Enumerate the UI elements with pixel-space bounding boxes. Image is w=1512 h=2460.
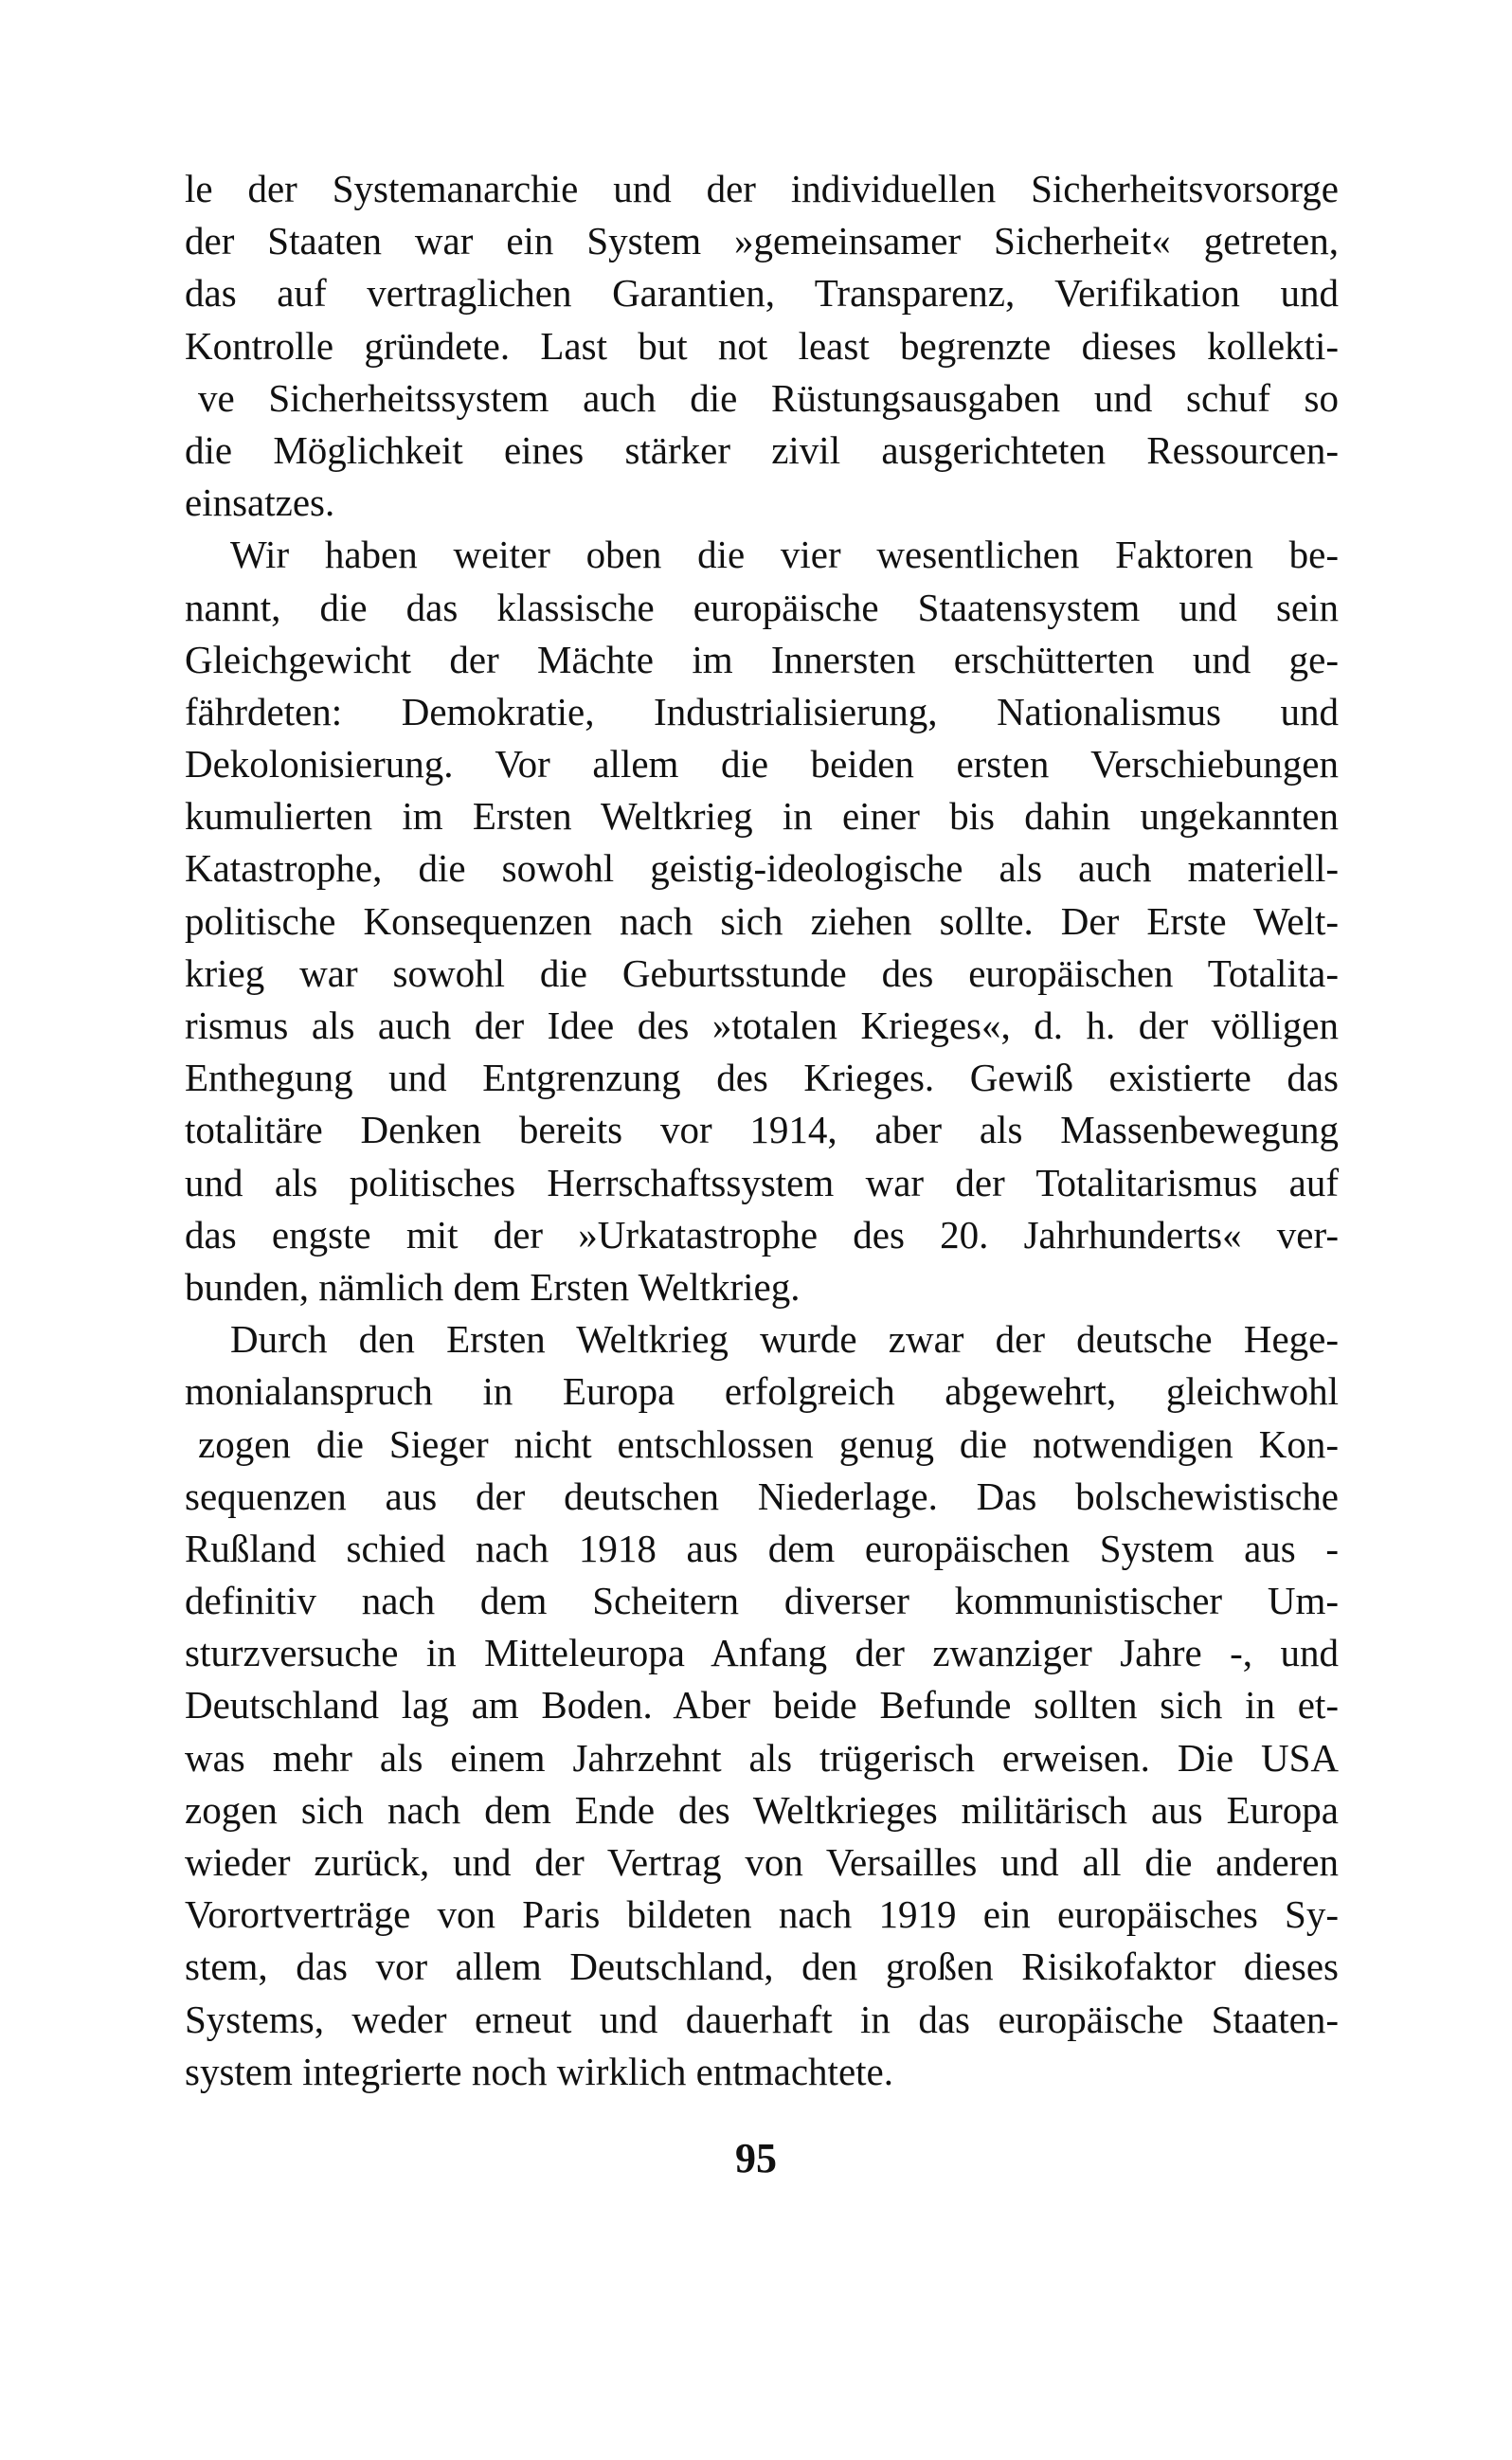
text-line: das engste mit der »Urkatastrophe des 20. Jahrhunderts« ver- <box>185 1212 1339 1257</box>
text-line: ve Sicherheitssystem auch die Rüstungsausgaben und schuf so <box>198 375 1339 420</box>
text-line: Systems, weder erneut und dauerhaft in das europäische Staaten- <box>185 1997 1339 2041</box>
text-line: Dekolonisierung. Vor allem die beiden ersten Verschiebungen <box>185 742 1339 787</box>
text-line: kumulierten im Ersten Weltkrieg in einer bis dahin ungekannten <box>185 794 1339 839</box>
text-line: definitiv nach dem Scheitern diverser kommunistischer Um- <box>185 1579 1339 1623</box>
text-line: die Möglichkeit eines stärker zivil ausgerichteten Ressourcen- <box>185 427 1339 472</box>
text-line: wieder zurück, und der Vertrag von Versailles und all die anderen <box>185 1840 1339 1884</box>
paragraph-3 <box>185 1313 1339 2098</box>
text-line: fährdeten: Demokratie, Industrialisierung, Nationalismus und <box>185 689 1339 733</box>
text-line: bunden, nämlich dem Ersten Weltkrieg. <box>185 1264 801 1309</box>
text-line: Gleichgewicht der Mächte im Innersten erschütterten und ge- <box>185 637 1339 681</box>
page-number: 95 <box>735 2135 777 2181</box>
text-line: stem, das vor allem Deutschland, den großen Risikofaktor dieses <box>185 1944 1339 1989</box>
text-line: krieg war sowohl die Geburtsstunde des europäischen Totalita- <box>185 950 1339 995</box>
text-line: Katastrophe, die sowohl geistig-ideologische als auch materiell- <box>185 846 1339 891</box>
text-line: monialanspruch in Europa erfolgreich abgewehrt, gleichwohl <box>185 1369 1339 1414</box>
text-line: le der Systemanarchie und der individuellen Sicherheitsvorsorge <box>185 167 1339 210</box>
body-text <box>185 163 1339 2098</box>
text-line: nannt, die das klassische europäische Staatensystem und sein <box>185 585 1339 629</box>
text-line: rismus als auch der Idee des »totalen Krieges«, d. h. der völligen <box>185 1004 1339 1047</box>
text-line: einsatzes. <box>185 480 335 525</box>
text-line: was mehr als einem Jahrzehnt als trügerisch erweisen. Die USA <box>185 1735 1339 1780</box>
text-line: zogen die Sieger nicht entschlossen genug die notwendigen Kon- <box>198 1421 1339 1466</box>
text-line: politische Konsequenzen nach sich ziehen sollte. Der Erste Welt- <box>185 898 1339 943</box>
text-line: Rußland schied nach 1918 aus dem europäischen System aus - <box>185 1526 1339 1570</box>
text-line: Enthegung und Entgrenzung des Krieges. Gewiß existierte das <box>185 1056 1339 1100</box>
paragraph-1 <box>185 163 1339 529</box>
text-line: sturzversuche in Mitteleuropa Anfang der zwanziger Jahre -, und <box>185 1631 1339 1675</box>
text-line: Durch den Ersten Weltkrieg wurde zwar der deutsche Hege- <box>230 1317 1339 1362</box>
text-line: sequenzen aus der deutschen Niederlage. Das bolschewistische <box>185 1474 1339 1518</box>
text-line: Deutschland lag am Boden. Aber beide Befunde sollten sich in et- <box>185 1683 1339 1727</box>
text-line: Vorortverträge von Paris bildeten nach 1919 ein europäisches Sy- <box>185 1892 1339 1937</box>
text-line: zogen sich nach dem Ende des Weltkrieges militärisch aus Europa <box>185 1787 1339 1832</box>
paragraph-2 <box>185 529 1339 1313</box>
text-line: totalitäre Denken bereits vor 1914, aber als Massenbewegung <box>185 1108 1339 1152</box>
text-line: und als politisches Herrschaftssystem war der Totalitarismus auf <box>185 1160 1339 1204</box>
text-line: Wir haben weiter oben die vier wesentlichen Faktoren be- <box>230 533 1339 577</box>
text-line: der Staaten war ein System »gemeinsamer Sicherheit« getreten, <box>185 219 1339 263</box>
text-line: das auf vertraglichen Garantien, Transparenz, Verifikation und <box>185 271 1339 316</box>
text-line: system integrierte noch wirklich entmachtete. <box>185 2049 893 2093</box>
text-line: Kontrolle gründete. Last but not least begrenzte dieses kollekti- <box>185 323 1339 368</box>
